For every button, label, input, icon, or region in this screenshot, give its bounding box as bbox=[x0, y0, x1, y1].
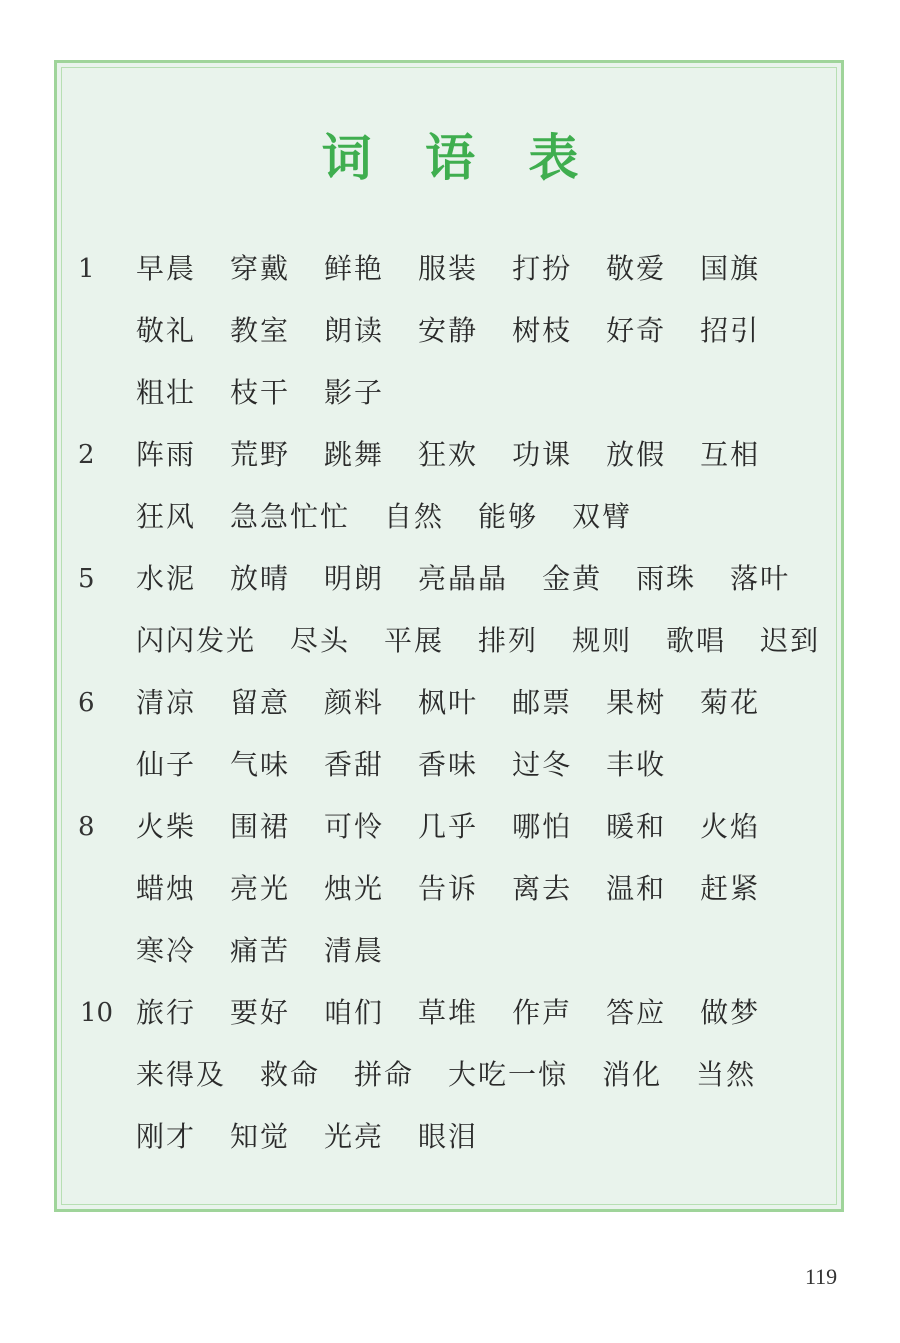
vocab-word: 尽头 bbox=[290, 624, 351, 657]
vocab-word: 离去 bbox=[512, 872, 573, 905]
vocab-word: 阵雨 bbox=[136, 438, 197, 471]
lesson-number: 8 bbox=[78, 812, 95, 842]
vocab-word: 香甜 bbox=[324, 748, 385, 781]
vocab-word: 留意 bbox=[230, 686, 291, 719]
vocab-word: 功课 bbox=[512, 438, 573, 471]
vocab-word: 答应 bbox=[606, 996, 667, 1029]
word-group bbox=[136, 678, 794, 728]
word-group bbox=[136, 740, 700, 790]
vocab-word: 歌唱 bbox=[666, 624, 727, 657]
lesson-number: 1 bbox=[78, 254, 95, 284]
vocab-word: 水泥 bbox=[136, 562, 197, 595]
vocab-word: 早晨 bbox=[136, 252, 197, 285]
vocab-word: 救命 bbox=[260, 1058, 321, 1091]
vocab-word: 招引 bbox=[700, 314, 761, 347]
vocab-word: 穿戴 bbox=[230, 252, 291, 285]
vocab-word: 蜡烛 bbox=[136, 872, 197, 905]
vocab-word: 敬礼 bbox=[136, 314, 197, 347]
vocab-word: 香味 bbox=[418, 748, 479, 781]
vocab-word: 哪怕 bbox=[512, 810, 573, 843]
vocab-word: 旅行 bbox=[136, 996, 197, 1029]
lesson-number: 5 bbox=[78, 564, 95, 594]
vocab-word: 枝干 bbox=[230, 376, 291, 409]
lesson-number: 6 bbox=[78, 688, 95, 718]
vocab-word: 知觉 bbox=[230, 1120, 291, 1153]
vocab-word: 草堆 bbox=[418, 996, 479, 1029]
vocab-word: 打扮 bbox=[512, 252, 573, 285]
vocab-word: 跳舞 bbox=[324, 438, 385, 471]
word-group bbox=[136, 1112, 512, 1162]
vocab-word: 雨珠 bbox=[636, 562, 697, 595]
vocab-word: 围裙 bbox=[230, 810, 291, 843]
vocab-word: 几乎 bbox=[418, 810, 479, 843]
vocab-word: 咱们 bbox=[324, 996, 385, 1029]
vocab-word: 教室 bbox=[230, 314, 291, 347]
vocab-word: 亮晶晶 bbox=[418, 562, 509, 595]
vocab-word: 温和 bbox=[606, 872, 667, 905]
vocab-word: 狂欢 bbox=[418, 438, 479, 471]
vocab-word: 要好 bbox=[230, 996, 291, 1029]
vocab-word: 拼命 bbox=[354, 1058, 415, 1091]
lesson-number: 10 bbox=[80, 998, 114, 1028]
vocab-word: 金黄 bbox=[542, 562, 603, 595]
vocab-word: 能够 bbox=[478, 500, 539, 533]
vocab-word: 服装 bbox=[418, 252, 479, 285]
vocab-word: 自然 bbox=[384, 500, 445, 533]
vocab-word: 痛苦 bbox=[230, 934, 291, 967]
vocab-word: 敬爱 bbox=[606, 252, 667, 285]
vocab-word: 急急忙忙 bbox=[230, 500, 351, 533]
vocab-word: 眼泪 bbox=[418, 1120, 479, 1153]
vocab-word: 气味 bbox=[230, 748, 291, 781]
vocab-word: 鲜艳 bbox=[324, 252, 385, 285]
vocab-word: 放假 bbox=[606, 438, 667, 471]
vocab-word: 菊花 bbox=[700, 686, 761, 719]
vocab-word: 寒冷 bbox=[136, 934, 197, 967]
vocab-word: 朗读 bbox=[324, 314, 385, 347]
word-group bbox=[136, 244, 794, 294]
vocab-word: 亮光 bbox=[230, 872, 291, 905]
vocab-word: 平展 bbox=[384, 624, 445, 657]
vocab-word: 荒野 bbox=[230, 438, 291, 471]
vocab-word: 果树 bbox=[606, 686, 667, 719]
vocab-word: 烛光 bbox=[324, 872, 385, 905]
vocab-word: 暖和 bbox=[606, 810, 667, 843]
vocab-word: 明朗 bbox=[324, 562, 385, 595]
vocab-word: 大吃一惊 bbox=[448, 1058, 569, 1091]
vocab-word: 双臂 bbox=[572, 500, 633, 533]
vocab-word: 清凉 bbox=[136, 686, 197, 719]
vocab-word: 火焰 bbox=[700, 810, 761, 843]
word-group bbox=[136, 306, 794, 356]
vocab-word: 树枝 bbox=[512, 314, 573, 347]
vocab-word: 丰收 bbox=[606, 748, 667, 781]
vocab-word: 当然 bbox=[696, 1058, 757, 1091]
vocab-word: 过冬 bbox=[512, 748, 573, 781]
vocab-word: 清晨 bbox=[324, 934, 385, 967]
vocab-word: 告诉 bbox=[418, 872, 479, 905]
word-group bbox=[136, 926, 418, 976]
vocab-word: 仙子 bbox=[136, 748, 197, 781]
vocab-word: 安静 bbox=[418, 314, 479, 347]
vocab-word: 枫叶 bbox=[418, 686, 479, 719]
word-group bbox=[136, 988, 794, 1038]
word-group bbox=[136, 1050, 790, 1100]
lesson-number: 2 bbox=[78, 440, 95, 470]
vocab-word: 互相 bbox=[700, 438, 761, 471]
word-group bbox=[136, 864, 794, 914]
vocab-word: 可怜 bbox=[324, 810, 385, 843]
vocab-word: 好奇 bbox=[606, 314, 667, 347]
word-group bbox=[136, 802, 794, 852]
vocab-word: 排列 bbox=[478, 624, 539, 657]
vocab-word: 迟到 bbox=[760, 624, 821, 657]
vocab-word: 影子 bbox=[324, 376, 385, 409]
vocab-word: 狂风 bbox=[136, 500, 197, 533]
vocab-word: 做梦 bbox=[700, 996, 761, 1029]
word-group bbox=[136, 554, 824, 604]
vocab-word: 火柴 bbox=[136, 810, 197, 843]
vocab-word: 邮票 bbox=[512, 686, 573, 719]
vocab-word: 刚才 bbox=[136, 1120, 197, 1153]
page-number: 119 bbox=[805, 1264, 838, 1289]
vocab-word: 放晴 bbox=[230, 562, 291, 595]
page-title: 词 语 表 bbox=[321, 128, 597, 187]
vocab-word: 闪闪发光 bbox=[136, 624, 257, 657]
vocab-word: 赶紧 bbox=[700, 872, 761, 905]
vocab-word: 颜料 bbox=[324, 686, 385, 719]
word-group bbox=[136, 430, 794, 480]
vocab-word: 粗壮 bbox=[136, 376, 197, 409]
word-group bbox=[136, 492, 666, 542]
vocab-word: 来得及 bbox=[136, 1058, 227, 1091]
vocab-word: 作声 bbox=[512, 996, 573, 1029]
vocab-word: 消化 bbox=[602, 1058, 663, 1091]
vocab-word: 规则 bbox=[572, 624, 633, 657]
vocab-word: 光亮 bbox=[324, 1120, 385, 1153]
word-group bbox=[136, 368, 418, 418]
vocab-word: 国旗 bbox=[700, 252, 761, 285]
word-group bbox=[136, 616, 854, 666]
vocab-word: 落叶 bbox=[730, 562, 791, 595]
